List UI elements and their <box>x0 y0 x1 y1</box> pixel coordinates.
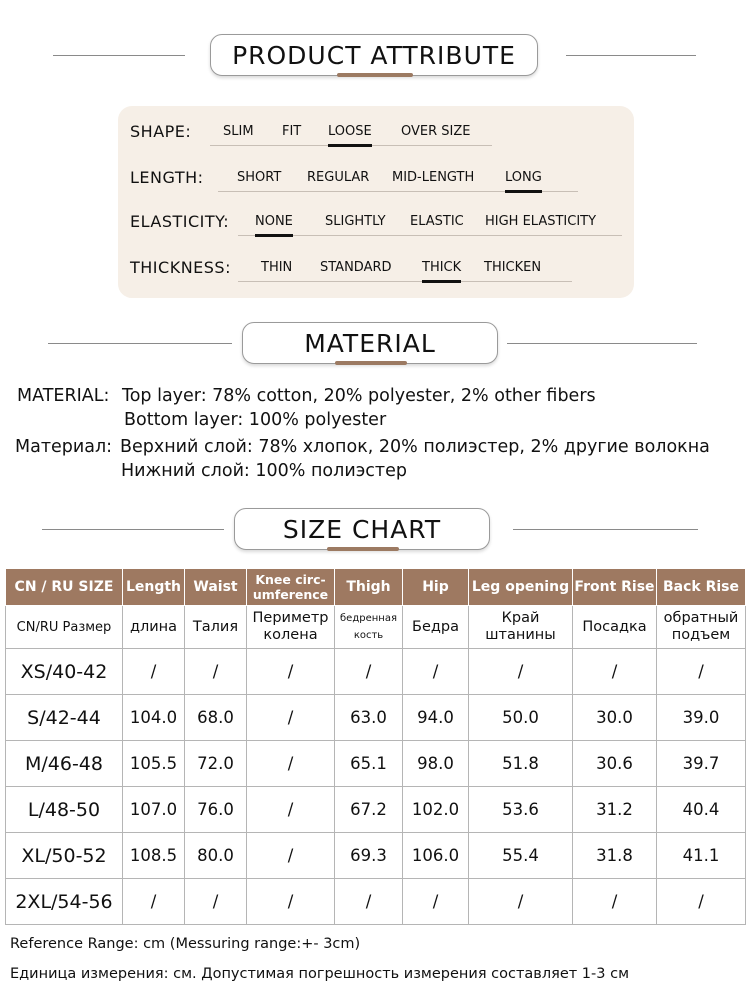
size-cell: S/42-44 <box>6 695 123 741</box>
attr-option: ELASTIC <box>410 214 464 229</box>
size-cell: L/48-50 <box>6 787 123 833</box>
table-cell: 30.6 <box>573 741 657 787</box>
divider-left <box>48 343 232 344</box>
table-cell: / <box>123 879 185 925</box>
attr-option-selected: THICK <box>422 260 462 275</box>
size-cell: M/46-48 <box>6 741 123 787</box>
column-header: Thigh <box>335 569 403 606</box>
column-header: Back Rise <box>657 569 746 606</box>
attr-option-selected: LOOSE <box>328 124 372 139</box>
table-cell: 31.2 <box>573 787 657 833</box>
table-cell: 94.0 <box>403 695 469 741</box>
attr-option-selected: NONE <box>255 214 293 229</box>
table-cell: / <box>403 879 469 925</box>
table-cell: / <box>403 649 469 695</box>
table-cell: / <box>185 879 247 925</box>
size-cell: XL/50-52 <box>6 833 123 879</box>
attr-row-elasticity <box>118 208 634 238</box>
attr-label: LENGTH: <box>130 168 204 187</box>
table-cell: 104.0 <box>123 695 185 741</box>
attr-row-length <box>118 164 634 194</box>
attr-row-shape <box>118 118 634 148</box>
table-cell: 50.0 <box>469 695 573 741</box>
table-cell: / <box>335 879 403 925</box>
table-cell: 80.0 <box>185 833 247 879</box>
section-title: MATERIAL <box>304 328 436 358</box>
column-header: Front Rise <box>573 569 657 606</box>
table-cell: 40.4 <box>657 787 746 833</box>
size-chart-header <box>0 508 750 550</box>
table-cell: 72.0 <box>185 741 247 787</box>
table-cell: / <box>657 649 746 695</box>
attr-option: MID-LENGTH <box>392 170 475 185</box>
material-line-en-1: Top layer: 78% cotton, 20% polyester, 2% other fibers <box>122 386 596 406</box>
reference-note-ru: Единица измерения: см. Допустимая погрешность измерения составляет 1-3 см <box>10 966 630 982</box>
table-cell: / <box>123 649 185 695</box>
table-cell: / <box>573 879 657 925</box>
accent-bar <box>337 73 413 77</box>
column-header: Length <box>123 569 185 606</box>
table-header-row <box>6 569 746 606</box>
divider-right <box>513 529 698 530</box>
table-cell: 63.0 <box>335 695 403 741</box>
table-cell: 67.2 <box>335 787 403 833</box>
material-line-ru-2: Нижний слой: 100% полиэстер <box>121 461 407 481</box>
table-cell: 68.0 <box>185 695 247 741</box>
accent-bar <box>327 547 399 551</box>
table-cell: 98.0 <box>403 741 469 787</box>
ru-header-cell: Бедра <box>403 606 469 649</box>
attr-row-thickness <box>118 254 634 284</box>
attr-option: REGULAR <box>307 170 370 185</box>
attr-option: STANDARD <box>320 260 392 275</box>
table-row <box>6 741 746 787</box>
ru-header-cell: бедренная кость <box>335 606 403 649</box>
table-cell: 31.8 <box>573 833 657 879</box>
table-row <box>6 649 746 695</box>
material-label-ru: Материал: <box>15 437 113 457</box>
reference-note-en: Reference Range: cm (Messuring range:+- 3cm) <box>10 936 361 952</box>
ru-header-cell: Периметр колена <box>247 606 335 649</box>
table-cell: 65.1 <box>335 741 403 787</box>
attr-option-selected: LONG <box>505 170 542 185</box>
attribute-panel <box>118 106 634 298</box>
attr-label: THICKNESS: <box>130 258 231 277</box>
product-attribute-header <box>0 34 750 76</box>
table-cell: 102.0 <box>403 787 469 833</box>
table-cell: / <box>185 649 247 695</box>
table-cell: 51.8 <box>469 741 573 787</box>
table-cell: / <box>657 879 746 925</box>
table-row <box>6 787 746 833</box>
table-row <box>6 695 746 741</box>
material-label-en: MATERIAL: <box>17 386 110 406</box>
ru-header-cell: Посадка <box>573 606 657 649</box>
table-cell: 106.0 <box>403 833 469 879</box>
table-cell: / <box>247 879 335 925</box>
column-header: Leg opening <box>469 569 573 606</box>
attr-option: THIN <box>261 260 293 275</box>
table-cell: / <box>247 833 335 879</box>
table-cell: / <box>247 695 335 741</box>
material-header <box>0 322 750 364</box>
table-cell: 105.5 <box>123 741 185 787</box>
material-line-en-2: Bottom layer: 100% polyester <box>124 410 387 430</box>
ru-header-cell: длина <box>123 606 185 649</box>
attr-option: HIGH ELASTICITY <box>485 214 597 229</box>
table-cell: 76.0 <box>185 787 247 833</box>
table-row <box>6 879 746 925</box>
table-cell: 69.3 <box>335 833 403 879</box>
attr-option: FIT <box>282 124 302 139</box>
table-cell: / <box>247 741 335 787</box>
table-cell: 55.4 <box>469 833 573 879</box>
size-chart-table <box>5 568 746 925</box>
table-cell: 108.5 <box>123 833 185 879</box>
table-cell: 107.0 <box>123 787 185 833</box>
ru-header-cell: Край штанины <box>469 606 573 649</box>
table-cell: 41.1 <box>657 833 746 879</box>
table-cell: 53.6 <box>469 787 573 833</box>
attr-underline <box>238 281 572 282</box>
table-cell: / <box>469 879 573 925</box>
column-header: Knee circ-umference <box>247 569 335 606</box>
accent-bar <box>335 361 407 365</box>
ru-header-cell: CN/RU Размер <box>6 606 123 649</box>
divider-left <box>42 529 224 530</box>
attr-label: SHAPE: <box>130 122 192 141</box>
size-cell: 2XL/54-56 <box>6 879 123 925</box>
attr-underline <box>238 235 622 236</box>
section-title-pill <box>210 34 538 76</box>
material-line-ru-1: Верхний слой: 78% хлопок, 20% полиэстер, 2% другие волокна <box>120 437 710 457</box>
table-row <box>6 833 746 879</box>
table-cell: / <box>247 649 335 695</box>
table-ru-header-row <box>6 606 746 649</box>
column-header: CN / RU SIZE <box>6 569 123 606</box>
ru-header-cell: обратный подъем <box>657 606 746 649</box>
divider-right <box>507 343 697 344</box>
divider-right <box>566 55 696 56</box>
size-cell: XS/40-42 <box>6 649 123 695</box>
column-header: Hip <box>403 569 469 606</box>
section-title-pill <box>234 508 490 550</box>
section-title-pill <box>242 322 498 364</box>
column-header: Waist <box>185 569 247 606</box>
section-title: SIZE CHART <box>282 514 442 544</box>
table-cell: / <box>469 649 573 695</box>
table-cell: / <box>335 649 403 695</box>
table-cell: 39.0 <box>657 695 746 741</box>
table-cell: 39.7 <box>657 741 746 787</box>
attr-option: SHORT <box>237 170 282 185</box>
table-cell: / <box>573 649 657 695</box>
table-cell: 30.0 <box>573 695 657 741</box>
section-title: PRODUCT ATTRIBUTE <box>232 40 516 70</box>
attr-option: SLIGHTLY <box>325 214 386 229</box>
attr-option: SLIM <box>223 124 254 139</box>
divider-left <box>53 55 185 56</box>
table-cell: / <box>247 787 335 833</box>
attr-label: ELASTICITY: <box>130 212 230 231</box>
attr-option: THICKEN <box>484 260 542 275</box>
ru-header-cell: Талия <box>185 606 247 649</box>
attr-option: OVER SIZE <box>401 124 471 139</box>
